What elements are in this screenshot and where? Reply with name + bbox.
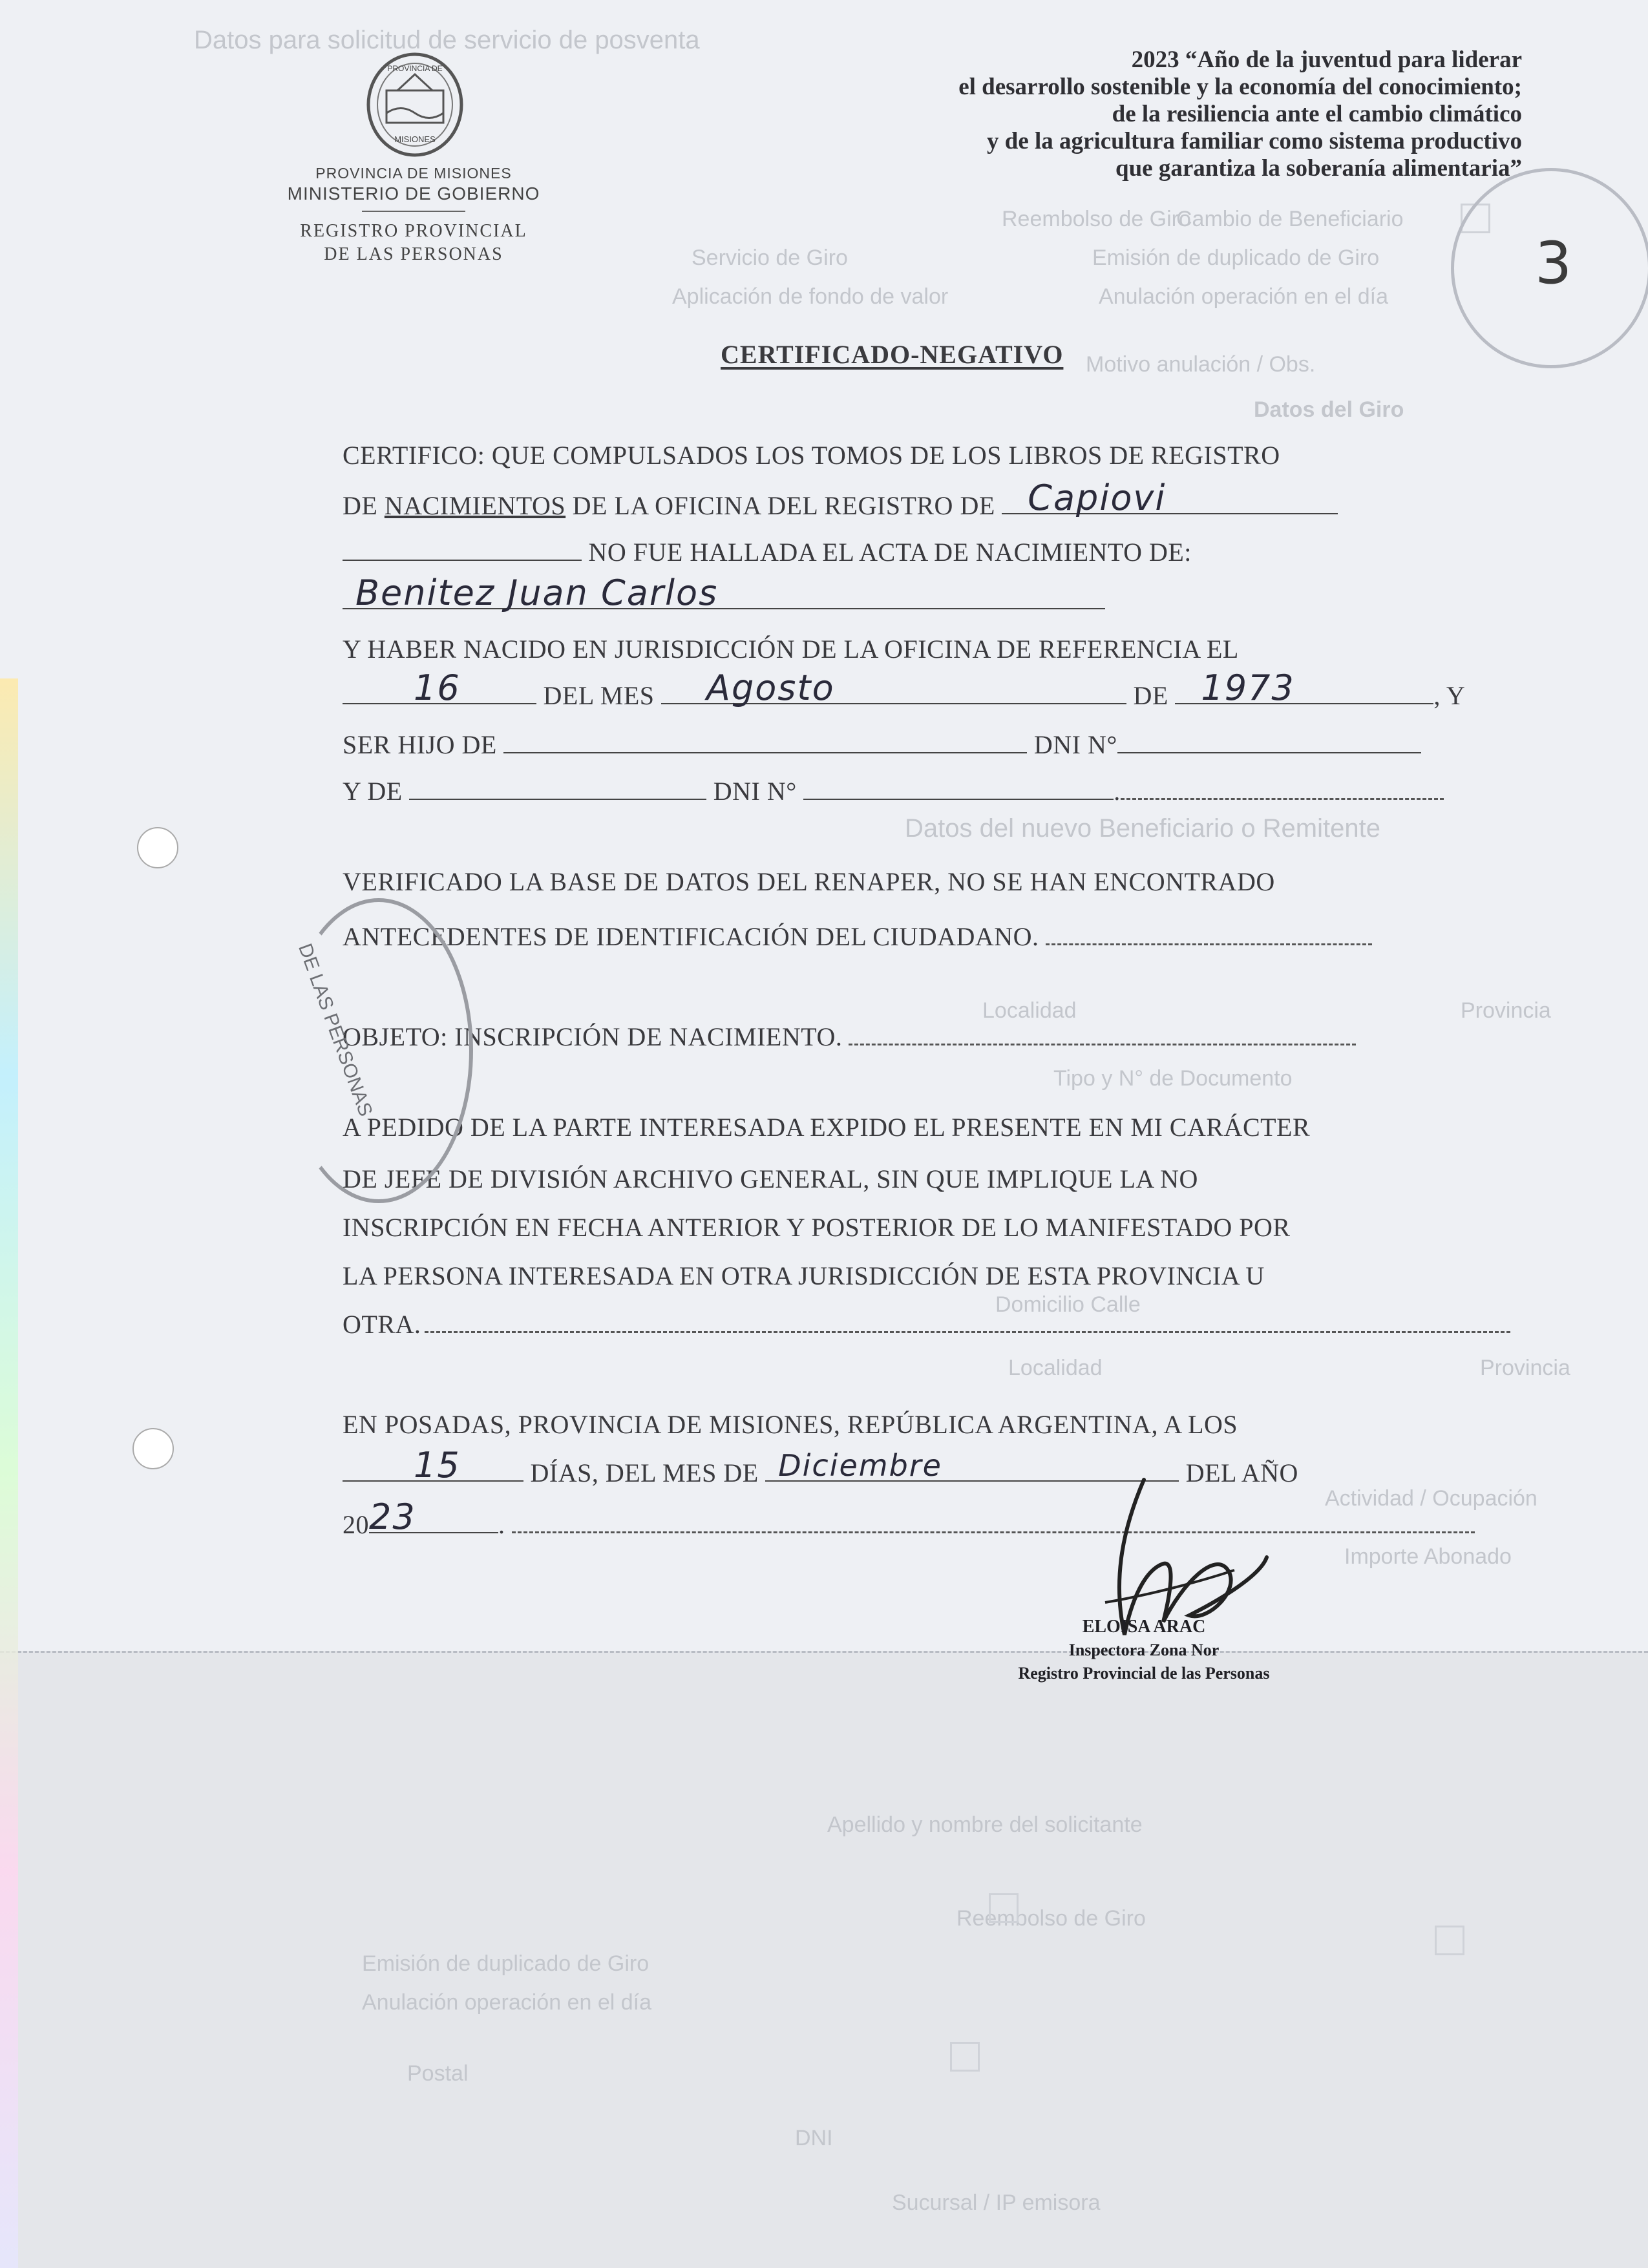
body-line-1: CERTIFICO: QUE COMPULSADOS LOS TOMOS DE LOS LIBROS DE REGISTRO: [343, 441, 1280, 470]
ghost-nuevo-beneficiario: Datos del nuevo Beneficiario o Remitente: [905, 814, 1380, 843]
signature-block: [969, 1615, 1318, 1685]
ghost-servicio: Servicio de Giro: [692, 246, 848, 270]
signer-role: Inspectora Zona Nor: [1068, 1641, 1220, 1659]
ghost-motivo: Motivo anulación / Obs.: [1086, 352, 1316, 377]
body-line-15: LA PERSONA INTERESADA EN OTRA JURISDICCIÓN DE ESTA PROVINCIA U: [343, 1261, 1265, 1290]
stamp-text: DE LAS PERSONAS: [293, 941, 377, 1120]
ministry-name: MINISTERIO DE GOBIERNO: [287, 184, 540, 204]
ghost-dni: DNI: [795, 2126, 833, 2150]
motto-line: el desarrollo sostenible y la economía del conocimiento;: [958, 74, 1522, 100]
body-line-11: [343, 1021, 1356, 1053]
text-fragment: NO FUE HALLADA EL ACTA DE NACIMIENTO DE:: [582, 538, 1192, 567]
ghost-anulacion: Anulación operación en el día: [1099, 284, 1388, 309]
body-line-16: [343, 1308, 1510, 1341]
ghost-emision-2: Emisión de duplicado de Giro: [362, 1951, 650, 1976]
body-line-7: [343, 729, 1421, 761]
folio-stamp: [1451, 168, 1648, 368]
person-name-field: [343, 572, 1105, 613]
mother-name-field: [409, 777, 706, 800]
text-fragment: DNI N°: [706, 777, 804, 806]
ghost-postal: Postal: [407, 2061, 469, 2086]
body-line-4: [343, 572, 1105, 617]
text-fragment: DEL AÑO: [1179, 1458, 1298, 1487]
ghost-checkbox: [1435, 1926, 1464, 1955]
father-name-field: [503, 730, 1027, 753]
issue-year-handwritten: 23: [369, 1496, 416, 1537]
text-fragment: Y DE: [343, 777, 410, 806]
seal-text-top: PROVINCIA DE: [387, 64, 443, 73]
folio-number: 3: [1535, 229, 1572, 297]
dashed-filler: [1121, 781, 1444, 800]
ghost-localidad-2: Localidad: [1008, 1356, 1103, 1380]
official-year-motto: [646, 47, 1522, 182]
paper-fold-line: [0, 1651, 1648, 1653]
motto-line: 2023 “Año de la juventud para liderar: [1131, 47, 1522, 73]
ghost-domicilio: Domicilio Calle: [995, 1292, 1141, 1317]
body-line-5: Y HABER NACIDO EN JURISDICCIÓN DE LA OFICINA DE REFERENCIA EL: [343, 635, 1239, 664]
ghost-provincia: Provincia: [1461, 998, 1551, 1023]
father-dni-field: [1117, 730, 1421, 753]
text-fragment: DÍAS, DEL MES DE: [523, 1458, 766, 1487]
birth-month-field: [661, 667, 1126, 708]
mother-dni-field: [803, 777, 1114, 800]
registry-office-handwritten: Capiovi: [1028, 478, 1167, 518]
text-fragment: DE: [343, 491, 385, 520]
body-line-10: [343, 921, 1372, 953]
ghost-checkbox: [989, 1893, 1019, 1923]
motto-line: de la resiliencia ante el cambio climático: [1112, 101, 1522, 127]
person-name-handwritten: Benitez Juan Carlos: [355, 572, 719, 613]
birth-year-field: [1175, 667, 1433, 708]
text-fragment: DE LA OFICINA DEL REGISTRO DE: [565, 491, 1002, 520]
birth-year-handwritten: 1973: [1201, 667, 1295, 708]
birth-day-field: [343, 667, 536, 708]
registry-office-field: [1002, 478, 1338, 518]
signer-name: ELOISA ARAC: [1082, 1617, 1206, 1637]
year-prefix: 20: [343, 1510, 369, 1539]
body-line-17: EN POSADAS, PROVINCIA DE MISIONES, REPÚBLICA ARGENTINA, A LOS: [343, 1410, 1238, 1439]
body-line-6: [343, 667, 1466, 712]
text-fragment: OTRA.: [343, 1310, 421, 1339]
body-line-14: INSCRIPCIÓN EN FECHA ANTERIOR Y POSTERIOR DE LO MANIFESTADO POR: [343, 1213, 1291, 1242]
body-line-3: [343, 536, 1192, 569]
blank-line: [343, 538, 582, 561]
lower-paper-band: [0, 1651, 1648, 2268]
ghost-anulacion-2: Anulación operación en el día: [362, 1990, 651, 2015]
ministry-heading: [259, 165, 569, 266]
text-fragment: DEL MES: [536, 681, 662, 710]
text-fragment: SER HIJO DE: [343, 730, 504, 759]
dashed-filler: [512, 1515, 1475, 1533]
ghost-provincia-2: Provincia: [1480, 1356, 1570, 1380]
body-line-19: [343, 1496, 1475, 1541]
dashed-filler: [849, 1027, 1356, 1045]
ghost-nombre-solicitante: Apellido y nombre del solicitante: [827, 1812, 1143, 1837]
ghost-importe: Importe Abonado: [1344, 1544, 1512, 1569]
document-title: CERTIFICADO-NEGATIVO: [721, 340, 1064, 369]
registry-name-line2: DE LAS PERSONAS: [324, 244, 503, 264]
text-fragment: .: [1114, 777, 1121, 806]
ministry-divider: [362, 211, 465, 212]
body-line-13: DE JEFE DE DIVISIÓN ARCHIVO GENERAL, SIN QUE IMPLIQUE LA NO: [343, 1164, 1198, 1193]
punch-hole-bottom: [132, 1428, 174, 1469]
text-fragment: , Y: [1433, 681, 1466, 710]
issue-day-handwritten: 15: [414, 1445, 461, 1486]
issue-month-handwritten: Diciembre: [778, 1448, 942, 1483]
ghost-emision: Emisión de duplicado de Giro: [1092, 246, 1380, 270]
body-line-8: [343, 775, 1444, 808]
body-line-2: [343, 478, 1338, 522]
text-fragment: ANTECEDENTES DE IDENTIFICACIÓN DEL CIUDADANO.: [343, 922, 1039, 951]
body-line-12: A PEDIDO DE LA PARTE INTERESADA EXPIDO EL PRESENTE EN MI CARÁCTER: [343, 1113, 1311, 1142]
text-fragment: OBJETO: INSCRIPCIÓN DE NACIMIENTO.: [343, 1022, 843, 1051]
ghost-localidad: Localidad: [982, 998, 1077, 1023]
birth-month-handwritten: Agosto: [706, 667, 835, 708]
ghost-datos-giro: Datos del Giro: [1254, 397, 1404, 422]
motto-line: y de la agricultura familiar como sistema productivo: [987, 128, 1522, 154]
punch-hole-top: [137, 827, 178, 868]
birth-day-handwritten: 16: [414, 667, 461, 708]
scan-color-artifact: [0, 678, 18, 2268]
ghost-reembolso: Reembolso de Giro: [1002, 207, 1191, 231]
text-fragment: .: [498, 1510, 505, 1539]
dashed-filler: [1046, 927, 1372, 945]
motto-line: que garantiza la soberanía alimentaria”: [1115, 155, 1522, 182]
ghost-reembolso-2: Reembolso de Giro: [956, 1906, 1146, 1931]
issue-day-field: [343, 1445, 523, 1486]
text-fragment: DNI N°: [1027, 730, 1117, 759]
dashed-filler: [425, 1314, 1510, 1333]
ghost-checkbox: [950, 2042, 980, 2072]
seal-text-bottom: MISIONES: [394, 134, 436, 144]
issue-year-field: [369, 1496, 498, 1537]
ghost-tipo-doc: Tipo y N° de Documento: [1053, 1066, 1293, 1091]
ghost-cambio: Cambio de Beneficiario: [1176, 207, 1404, 231]
ghost-aplicacion: Aplicación de fondo de valor: [672, 284, 949, 309]
ghost-actividad: Actividad / Ocupación: [1325, 1486, 1537, 1511]
body-line-9: VERIFICADO LA BASE DE DATOS DEL RENAPER, NO SE HAN ENCONTRADO: [343, 867, 1275, 896]
signer-organization: Registro Provincial de las Personas: [1018, 1664, 1270, 1683]
province-name: PROVINCIA DE MISIONES: [315, 165, 512, 182]
text-fragment: DE: [1126, 681, 1176, 710]
registry-round-stamp: [284, 898, 473, 1203]
ghost-top-heading: Datos para solicitud de servicio de posventa: [194, 26, 700, 54]
provincial-seal-logo: [362, 52, 469, 158]
ghost-sucursal: Sucursal / IP emisora: [892, 2190, 1101, 2215]
registry-name-line1: REGISTRO PROVINCIAL: [300, 221, 527, 241]
nacimientos-word: NACIMIENTOS: [384, 491, 566, 520]
